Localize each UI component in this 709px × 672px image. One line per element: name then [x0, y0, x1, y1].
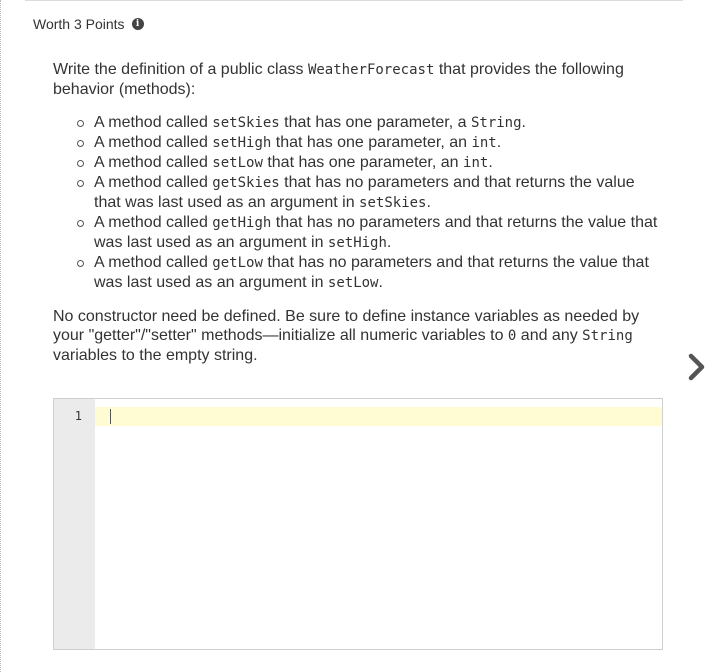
text-cursor	[110, 409, 111, 424]
list-item: A method called setHigh that has one parameter, an int.	[75, 133, 665, 153]
worth-label: Worth 3 Points	[33, 16, 125, 32]
list-item: A method called setLow that has one parameter, an int.	[75, 153, 665, 173]
code-editor[interactable]	[53, 398, 663, 650]
points-header	[33, 16, 144, 32]
list-item: A method called getLow that has no parameters and that returns the value that was last used as an argument in setLow.	[75, 253, 665, 293]
list-item: A method called setSkies that has one parameter, a String.	[75, 113, 665, 133]
question-outro: No constructor need be defined. Be sure to define instance variables as needed by your "getter"/"setter" methods—initialize all numeric variables to 0 and any String variables to the empty string.	[53, 308, 640, 364]
list-item: A method called getSkies that has no parameters and that returns the value that was last used as an argument in setSkies.	[75, 173, 665, 213]
top-divider	[25, 0, 683, 1]
editor-gutter	[54, 399, 95, 649]
left-dotted-border	[0, 0, 2, 672]
list-item: A method called getHigh that has no parameters and that returns the value that was last used as an argument in setHigh.	[75, 213, 665, 253]
question-intro: Write the definition of a public class WeatherForecast that provides the following behavior (methods):	[53, 61, 624, 98]
line-number: 1	[74, 409, 82, 423]
question-prompt	[53, 60, 665, 365]
next-question-button[interactable]	[686, 353, 708, 381]
methods-list	[53, 113, 665, 293]
active-line-highlight[interactable]	[95, 407, 662, 426]
chevron-right-icon	[686, 353, 708, 381]
info-icon[interactable]: i	[132, 18, 144, 30]
class-name-code: WeatherForecast	[307, 62, 435, 78]
